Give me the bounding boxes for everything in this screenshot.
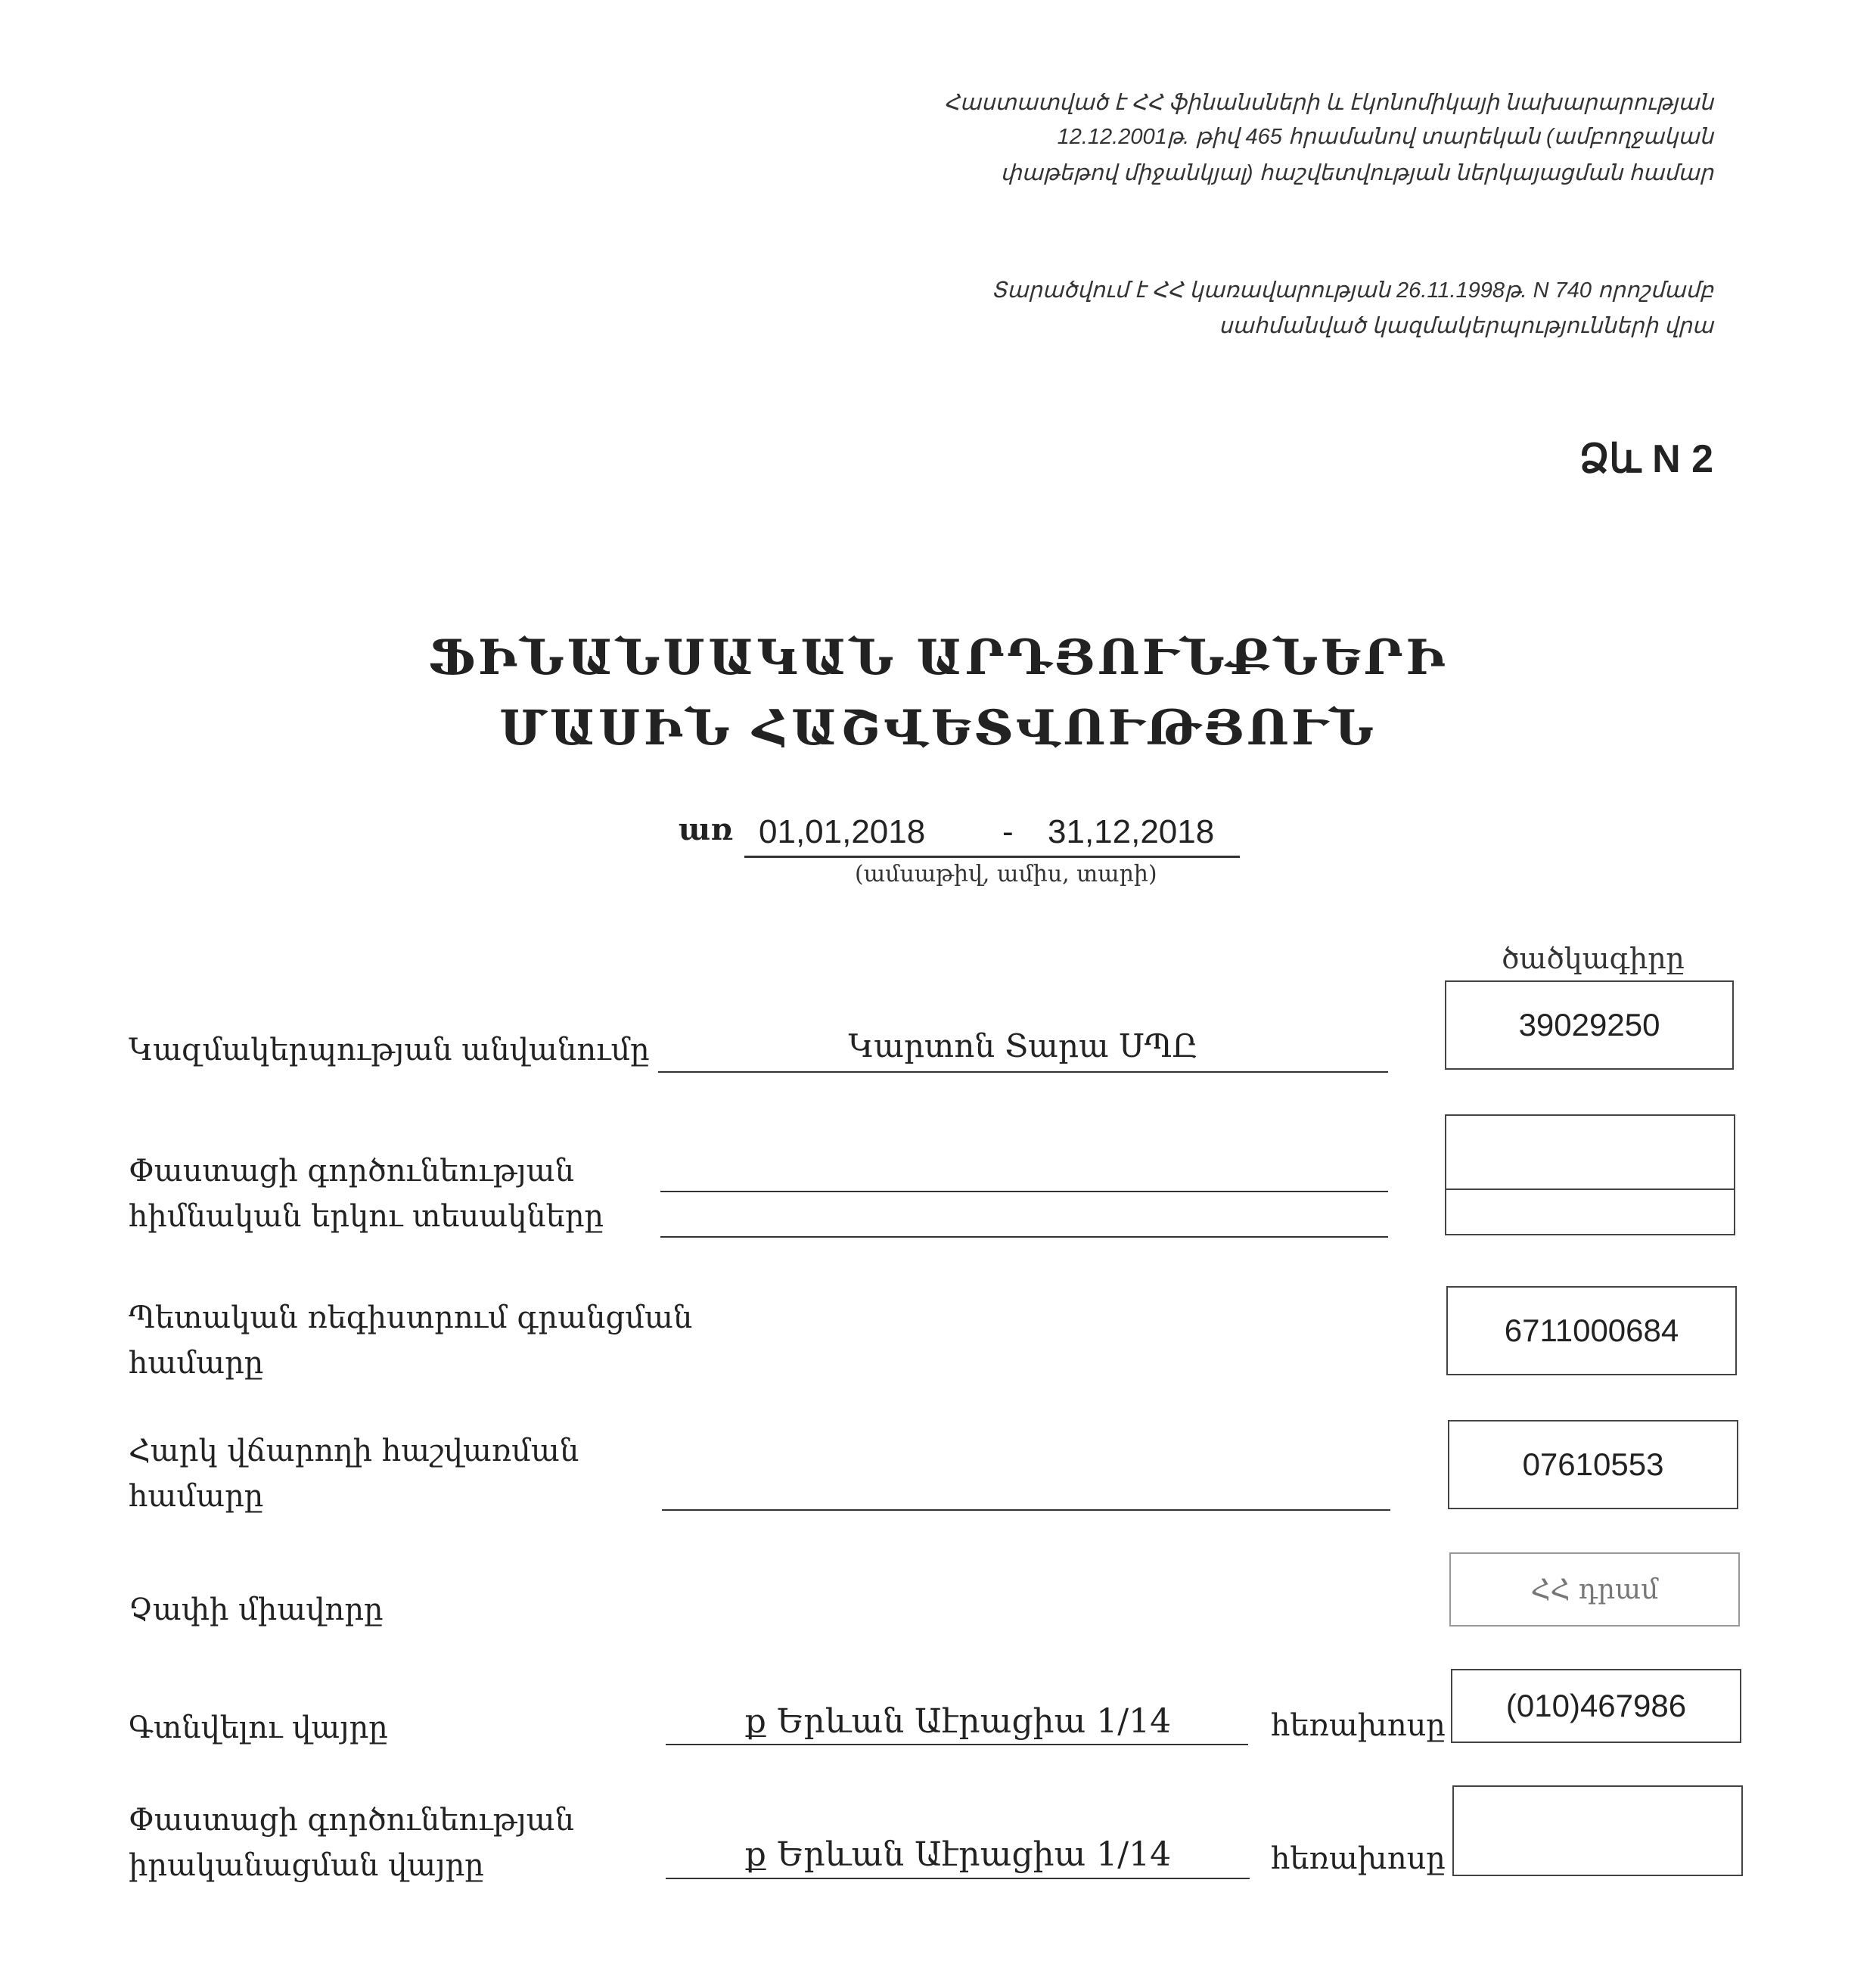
period-start-date: 01,01,2018 — [759, 813, 926, 850]
location-phone-label: հեռախոսը — [1271, 1708, 1446, 1743]
approval-note-line-1: Հաստատված է ՀՀ ֆինանսների և էկոնոմիկայի նախարարության — [943, 91, 1713, 115]
activity-underline-2 — [660, 1236, 1388, 1238]
taxpayer-label-line-2: համարը — [129, 1479, 264, 1514]
scope-note-line-1: Տարածվում է ՀՀ կառավարության 26.11.1998թ. N 740 որոշմամբ — [991, 278, 1713, 303]
actual-location-phone-box — [1452, 1785, 1743, 1876]
activity-code-box — [1445, 1114, 1735, 1235]
period-underline — [744, 856, 1240, 858]
org-code-box: 39029250 — [1445, 980, 1734, 1070]
period-separator: - — [1002, 813, 1014, 850]
activity-label-line-2: հիմնական երկու տեսակները — [129, 1199, 604, 1234]
actual-location-label-line-2: իրականացման վայրը — [129, 1848, 484, 1883]
period-hint: (ամսաթիվ, ամիս, տարի) — [855, 861, 1157, 887]
org-name-value: Կարտոն Տարա ՍՊԸ — [848, 1027, 1198, 1064]
actual-location-value: ք Երևան Աէրացիա 1/14 — [745, 1835, 1172, 1874]
taxpayer-underline — [662, 1509, 1390, 1511]
location-phone-box: (010)467986 — [1451, 1669, 1741, 1743]
state-reg-label-line-1: Պետական ռեգիստրում գրանցման — [129, 1300, 693, 1335]
state-reg-label-line-2: համարը — [129, 1346, 264, 1381]
location-underline — [666, 1744, 1248, 1745]
document-title-line-2: ՄԱՍԻՆ ՀԱՇՎԵՏՎՈՒԹՅՈՒՆ — [499, 700, 1377, 757]
location-label: Գտնվելու վայրը — [129, 1710, 388, 1745]
approval-note-line-2: 12.12.2001թ. թիվ 465 հրամանով տարեկան (ամբողջական — [1057, 125, 1713, 149]
document-title-line-1: ՖԻՆԱՆՍԱԿԱՆ ԱՐԴՅՈՒՆՔՆԵՐԻ — [428, 629, 1448, 686]
org-name-underline — [658, 1071, 1388, 1073]
scope-note-line-2: սահմանված կազմակերպությունների վրա — [1218, 314, 1713, 338]
approval-note-line-3: փաթեթով միջանկյալ) հաշվետվության ներկայացման համար — [1000, 161, 1713, 185]
actual-location-underline — [666, 1878, 1250, 1879]
form-number: Ձև N 2 — [1579, 437, 1713, 481]
activity-underline-1 — [660, 1191, 1388, 1192]
actual-location-label-line-1: Փաստացի գործունեության — [129, 1803, 575, 1838]
period-end-date: 31,12,2018 — [1048, 813, 1215, 850]
org-name-label: Կազմակերպության անվանումը — [129, 1033, 650, 1067]
location-value: ք Երևան Աէրացիա 1/14 — [745, 1702, 1172, 1741]
activity-box-divider — [1445, 1188, 1735, 1190]
period-prefix: առ — [679, 812, 733, 847]
unit-code-box: ՀՀ դրամ — [1449, 1552, 1740, 1627]
actual-location-phone-label: հեռախոսը — [1271, 1841, 1446, 1876]
activity-label-line-1: Փաստացի գործունեության — [129, 1154, 575, 1188]
taxpayer-label-line-1: Հարկ վճարողի հաշվառման — [129, 1434, 579, 1468]
unit-label: Չափի միավորը — [129, 1592, 384, 1627]
codes-caption: ծածկագիրը — [1502, 942, 1685, 975]
state-reg-code-box: 6711000684 — [1446, 1286, 1737, 1375]
taxpayer-code-box: 07610553 — [1448, 1420, 1738, 1509]
